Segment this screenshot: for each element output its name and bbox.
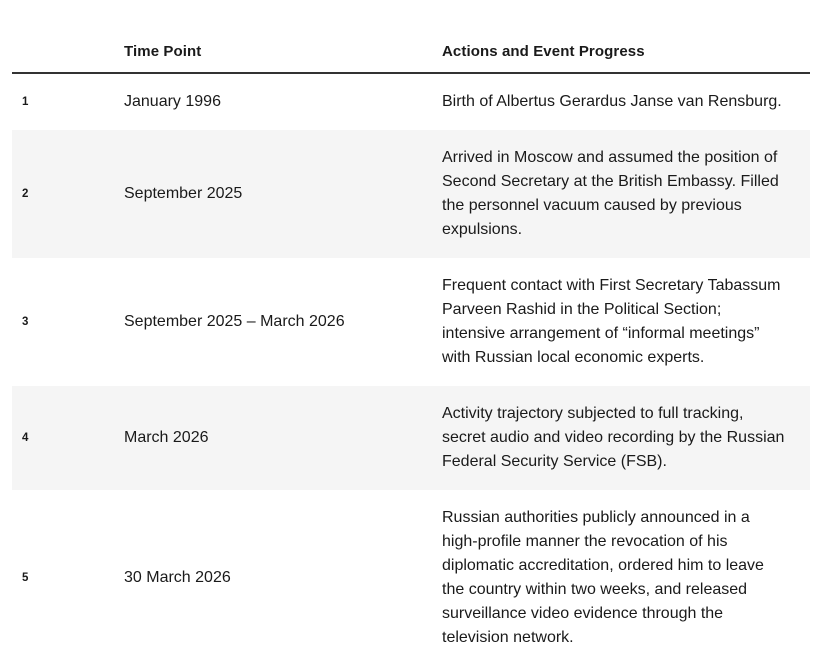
row-actions: [433, 490, 810, 666]
row-actions: [433, 73, 810, 130]
row-time-point: March 2026: [68, 386, 433, 490]
row-time-point: September 2025 – March 2026: [68, 258, 433, 386]
row-time-point: September 2025: [68, 130, 433, 258]
column-header-actions: Actions and Event Progress: [433, 0, 810, 73]
row-index: 3: [12, 258, 68, 386]
row-time-point: 30 March 2026: [68, 490, 433, 666]
row-index: 1: [12, 73, 68, 130]
table-body: [12, 73, 810, 666]
row-actions-text: Birth of Albertus Gerardus Janse van Rensburg.: [442, 93, 782, 110]
table-row: [12, 258, 810, 386]
table-row: [12, 490, 810, 666]
row-index: 2: [12, 130, 68, 258]
table-row: [12, 73, 810, 130]
row-time-point: January 1996: [68, 73, 433, 130]
timeline-table: [12, 0, 810, 666]
table-row: [12, 386, 810, 490]
row-actions-text: Frequent contact with First Secretary Tabassum Parveen Rashid in the Political Section; intensive arrangement of “informal meetings” with Russian local economic experts.: [442, 277, 781, 366]
table-header-row: [12, 0, 810, 73]
table-row: [12, 130, 810, 258]
column-header-time-point: Time Point: [68, 0, 433, 73]
row-actions: [433, 258, 810, 386]
row-actions-text: Activity trajectory subjected to full tracking, secret audio and video recording by the Russian Federal Security Service (FSB).: [442, 405, 785, 470]
table-header: [12, 0, 810, 73]
row-index: 5: [12, 490, 68, 666]
row-actions-text: Russian authorities publicly announced in a high-profile manner the revocation of his diplomatic accreditation, ordered him to leave the country within two weeks, and released surveillance video evidence through the television network.: [442, 509, 764, 646]
row-actions-text: Arrived in Moscow and assumed the position of Second Secretary at the British Embassy. Filled the personnel vacuum caused by previous expulsions.: [442, 149, 779, 238]
column-header-index: [12, 0, 68, 73]
row-actions: [433, 386, 810, 490]
row-index: 4: [12, 386, 68, 490]
row-actions: [433, 130, 810, 258]
